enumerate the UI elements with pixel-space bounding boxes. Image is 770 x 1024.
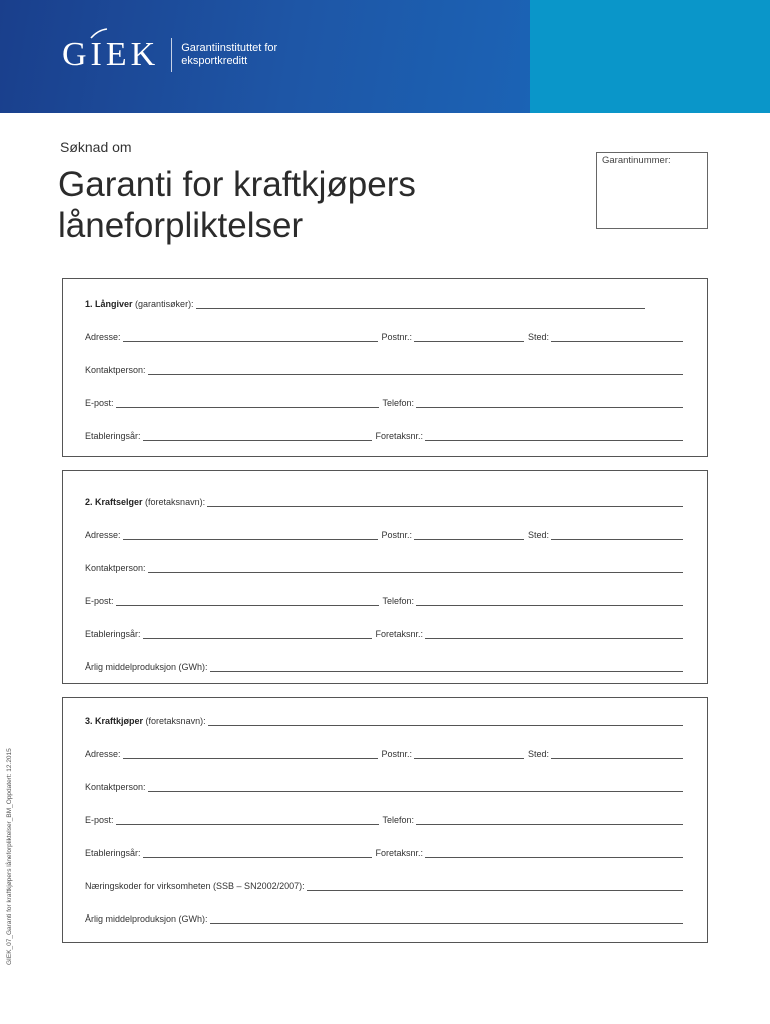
langiver-adresse-input[interactable] <box>123 333 378 342</box>
kraftselger-contact-row <box>85 561 683 573</box>
kraftselger-postnr-input[interactable] <box>414 531 524 540</box>
section-kraftselger <box>62 470 708 684</box>
langiver-postnr-label: Postnr.: <box>381 332 413 342</box>
kraftkjoper-epost-input[interactable] <box>116 816 379 825</box>
kraftselger-name-row <box>85 495 683 507</box>
kraftselger-heading-bold: 2. Kraftselger <box>85 497 143 507</box>
langiver-heading-note: (garantisøker): <box>135 299 194 309</box>
langiver-name-row <box>85 297 645 309</box>
logo-swoosh-icon <box>90 28 108 40</box>
kraftselger-telefon-label: Telefon: <box>382 596 415 606</box>
kraftselger-foretaksnr-label: Foretaksnr.: <box>375 629 424 639</box>
langiver-etablering-row <box>85 429 683 441</box>
document-title <box>58 164 416 246</box>
kraftselger-epost-row <box>85 594 683 606</box>
giek-logo <box>62 38 277 72</box>
langiver-sted-input[interactable] <box>551 333 683 342</box>
kraftselger-adresse-label: Adresse: <box>85 530 121 540</box>
langiver-postnr-input[interactable] <box>414 333 524 342</box>
kraftselger-etableringsar-label: Etableringsår: <box>85 629 141 639</box>
kraftkjoper-postnr-input[interactable] <box>414 750 524 759</box>
logo-tagline-line2: eksportkreditt <box>181 55 248 67</box>
kraftkjoper-produksjon-row <box>85 912 683 924</box>
langiver-telefon-label: Telefon: <box>382 398 415 408</box>
logo-wordmark <box>62 38 159 72</box>
kraftkjoper-telefon-label: Telefon: <box>382 815 415 825</box>
banner-primary <box>0 0 530 113</box>
kraftselger-epost-input[interactable] <box>116 597 379 606</box>
kraftkjoper-name-input[interactable] <box>208 717 683 726</box>
document-title-line1: Garanti for kraftkjøpers <box>58 165 416 204</box>
logo-text: GIEK <box>62 36 160 73</box>
langiver-heading <box>85 299 194 309</box>
kraftkjoper-foretaksnr-label: Foretaksnr.: <box>375 848 424 858</box>
kraftkjoper-contact-row <box>85 780 683 792</box>
section-langiver <box>62 278 708 457</box>
kraftselger-etableringsar-input[interactable] <box>143 630 372 639</box>
langiver-address-row <box>85 330 683 342</box>
kraftkjoper-etableringsar-label: Etableringsår: <box>85 848 141 858</box>
langiver-epost-row <box>85 396 683 408</box>
logo-tagline-line1: Garantiinstituttet for <box>181 42 278 54</box>
kraftkjoper-adresse-label: Adresse: <box>85 749 121 759</box>
langiver-telefon-input[interactable] <box>416 399 683 408</box>
kraftselger-kontaktperson-label: Kontaktperson: <box>85 563 146 573</box>
kraftkjoper-address-row <box>85 747 683 759</box>
kraftselger-epost-label: E-post: <box>85 596 114 606</box>
logo-tagline <box>181 42 277 68</box>
kraftselger-name-input[interactable] <box>207 498 683 507</box>
langiver-heading-bold: 1. Långiver <box>85 299 133 309</box>
kraftselger-heading <box>85 497 205 507</box>
kraftkjoper-epost-row <box>85 813 683 825</box>
kraftkjoper-telefon-input[interactable] <box>416 816 683 825</box>
kraftselger-produksjon-row <box>85 660 683 672</box>
kraftkjoper-etableringsar-input[interactable] <box>143 849 372 858</box>
kraftselger-adresse-input[interactable] <box>123 531 378 540</box>
kraftkjoper-sted-label: Sted: <box>528 749 550 759</box>
kraftkjoper-postnr-label: Postnr.: <box>381 749 413 759</box>
kraftselger-telefon-input[interactable] <box>416 597 683 606</box>
kraftkjoper-sted-input[interactable] <box>551 750 683 759</box>
garantinummer-label: Garantinummer: <box>602 155 671 166</box>
kraftkjoper-adresse-input[interactable] <box>123 750 378 759</box>
kraftkjoper-heading-bold: 3. Kraftkjøper <box>85 716 144 726</box>
kraftkjoper-heading <box>85 716 206 726</box>
document-title-line2: låneforpliktelser <box>58 206 304 245</box>
langiver-epost-input[interactable] <box>116 399 379 408</box>
langiver-kontaktperson-label: Kontaktperson: <box>85 365 146 375</box>
kraftselger-sted-input[interactable] <box>551 531 683 540</box>
kraftkjoper-etablering-row <box>85 846 683 858</box>
kraftkjoper-name-row <box>85 714 683 726</box>
kraftselger-address-row <box>85 528 683 540</box>
langiver-etableringsar-label: Etableringsår: <box>85 431 141 441</box>
kraftkjoper-naeringskoder-label: Næringskoder for virksomheten (SSB – SN2002/2007): <box>85 881 305 891</box>
kraftkjoper-kontaktperson-input[interactable] <box>148 783 683 792</box>
langiver-contact-row <box>85 363 683 375</box>
langiver-adresse-label: Adresse: <box>85 332 121 342</box>
kraftkjoper-naeringskoder-input[interactable] <box>307 882 683 891</box>
logo-divider <box>171 38 172 72</box>
banner-secondary <box>530 0 770 113</box>
langiver-name-input[interactable] <box>196 300 645 309</box>
kraftselger-heading-note: (foretaksnavn): <box>145 497 206 507</box>
kraftkjoper-produksjon-label: Årlig middelproduksjon (GWh): <box>85 914 208 924</box>
kraftkjoper-kontaktperson-label: Kontaktperson: <box>85 782 146 792</box>
kraftkjoper-epost-label: E-post: <box>85 815 114 825</box>
langiver-foretaksnr-input[interactable] <box>425 432 683 441</box>
kraftselger-produksjon-label: Årlig middelproduksjon (GWh): <box>85 662 208 672</box>
langiver-etableringsar-input[interactable] <box>143 432 372 441</box>
kraftselger-produksjon-input[interactable] <box>210 663 683 672</box>
langiver-sted-label: Sted: <box>528 332 550 342</box>
kraftkjoper-naeringskoder-row <box>85 879 683 891</box>
kraftkjoper-heading-note: (foretaksnavn): <box>145 716 206 726</box>
kraftselger-postnr-label: Postnr.: <box>381 530 413 540</box>
kraftkjoper-produksjon-input[interactable] <box>210 915 683 924</box>
langiver-epost-label: E-post: <box>85 398 114 408</box>
garantinummer-field[interactable] <box>596 152 708 229</box>
document-subtitle: Søknad om <box>60 139 132 155</box>
header-banner <box>0 0 770 113</box>
langiver-kontaktperson-input[interactable] <box>148 366 683 375</box>
kraftkjoper-foretaksnr-input[interactable] <box>425 849 683 858</box>
langiver-foretaksnr-label: Foretaksnr.: <box>375 431 424 441</box>
kraftselger-foretaksnr-input[interactable] <box>425 630 683 639</box>
section-kraftkjoper <box>62 697 708 943</box>
kraftselger-kontaktperson-input[interactable] <box>148 564 683 573</box>
kraftselger-etablering-row <box>85 627 683 639</box>
kraftselger-sted-label: Sted: <box>528 530 550 540</box>
side-footer-text: GIEK_07_Garanti for kraftkjøpers låneforpliktelser_BM_Oppdatert: 12.2015 <box>6 748 13 965</box>
